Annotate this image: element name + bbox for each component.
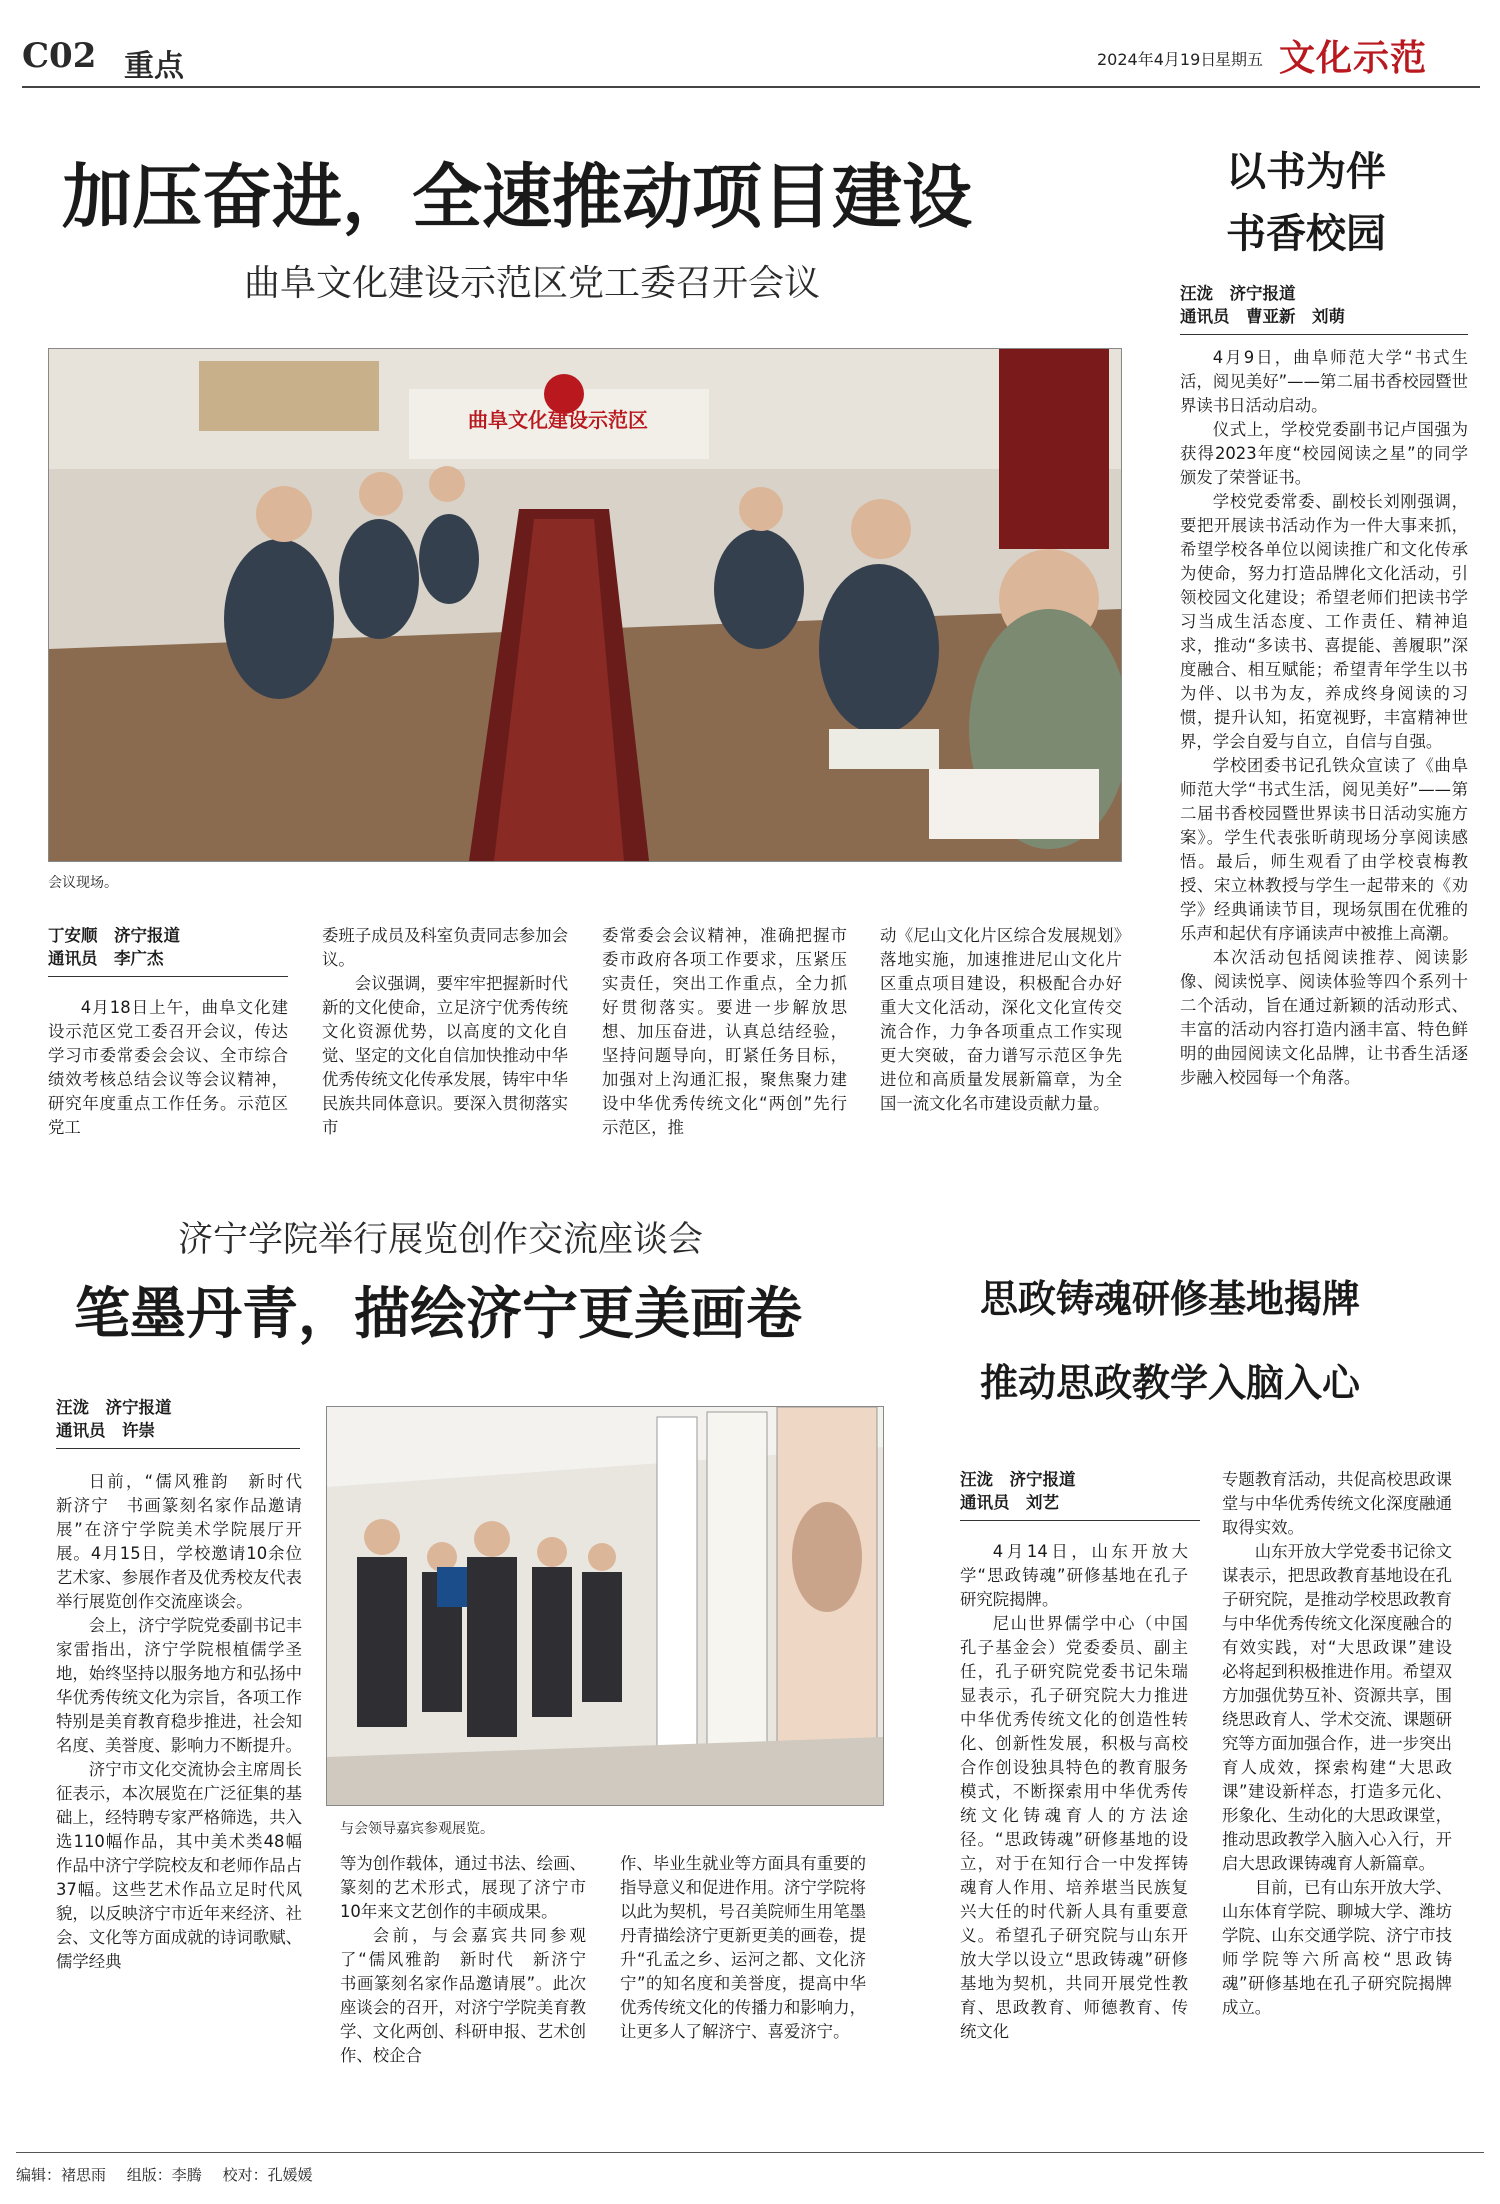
- article3-column-2: [340, 1852, 603, 2068]
- article4-correspondent: 通讯员 刘艺: [960, 1493, 1059, 1512]
- meeting-photo-sign-text: 曲阜文化建设示范区: [468, 408, 648, 432]
- article3-photo-caption: 与会领导嘉宾参观展览。: [340, 1821, 494, 1837]
- article3-column-3: [620, 1852, 866, 2044]
- footer-editor: 编辑：褚思雨: [16, 2166, 107, 2184]
- article1-correspondent: 通讯员 李广杰: [48, 949, 164, 968]
- article4-col2-para: 目前，已有山东开放大学、山东体育学院、聊城大学、潍坊学院、山东交通学院、济宁市技师学院等六所高校“思政铸魂”研修基地在孔子研究院揭牌成立。: [1222, 1878, 1452, 2017]
- exhibition-photo-image: [327, 1407, 883, 1805]
- article3-correspondent: 通讯员 许崇: [56, 1421, 155, 1440]
- article1-column-3: [602, 924, 847, 1140]
- page-code: C02: [22, 36, 97, 76]
- article4-col1-para: 4月14日，山东开放大学“思政铸魂”研修基地在孔子研究院揭牌。: [960, 1542, 1188, 1609]
- article4-byline: [960, 1468, 1200, 1529]
- footer-layout: 组版：李腾: [126, 2166, 202, 2184]
- article2-paragraph: 4月9日，曲阜师范大学“书式生活，阅见美好”——第二届书香校园暨世界读书日活动启动。: [1180, 348, 1468, 415]
- header-rule: [22, 86, 1480, 88]
- article3-byline: [56, 1396, 300, 1457]
- article2-body: [1180, 346, 1468, 1090]
- article4-title-line1: 思政铸魂研修基地揭牌: [980, 1276, 1361, 1321]
- article1-title: 加压奋进，全速推动项目建设: [62, 155, 972, 238]
- article2-title-line2: 书香校园: [1226, 210, 1386, 257]
- article3-col1-para: 济宁市文化交流协会主席周长征表示，本次展览在广泛征集的基础上，经特聘专家严格筛选，共入选110幅作品，其中美术类48幅作品中济宁学院校友和老师作品占37幅。这些艺术作品立足时代风貌，以反映济宁市近年来经济、社会、文化等方面成就的诗词歌赋、儒学经典: [56, 1760, 302, 1971]
- page-header: [0, 0, 1500, 90]
- exhibition-photo: [326, 1406, 884, 1806]
- article3-col1-para: 日前，“儒风雅韵 新时代 新济宁 书画篆刻名家作品邀请展”在济宁学院美术学院展厅开展。4月15日，学校邀请10余位艺术家、参展作者及优秀校友代表举行展览创作交流座谈会。: [56, 1472, 319, 1611]
- masthead-logo: 文化示范: [1279, 38, 1428, 79]
- article1-subtitle: 曲阜文化建设示范区党工委召开会议: [244, 263, 821, 304]
- footer-proof: 校对：孔媛媛: [222, 2166, 313, 2184]
- article1-col1-para: 4月18日上午，曲阜文化建设示范区党工委召开会议，传达学习市委常委会会议、全市综合绩效考核总结会议等会议精神，研究年度重点工作任务。示范区党工: [48, 998, 288, 1137]
- article4-col2-para: 山东开放大学党委书记徐文谋表示，把思政教育基地设在孔子研究院，是推动学校思政教育与中华优秀传统文化深度融合的有效实践，对“大思政课”建设必将起到积极推进作用。希望双方加强优势互补、资源共享，围绕思政育人、学术交流、课题研究等方面加强合作，进一步突出育人成效，探索构建“大思政课”建设新样态，打造多元化、形象化、生动化的大思政课堂，推动思政教学入脑入心入行，开启大思政课铸魂育人新篇章。: [1222, 1542, 1452, 1873]
- footer-rule: [16, 2152, 1484, 2153]
- article1-byline: [48, 924, 288, 985]
- article2-reporter: 汪泷 济宁报道: [1180, 284, 1296, 303]
- article3-col2-para: 等为创作载体，通过书法、绘画、篆刻的艺术形式，展现了济宁市10年来文艺创作的丰硕成果。: [340, 1854, 586, 1921]
- article4-col2-para: 专题教育活动，共促高校思政课堂与中华优秀传统文化深度融通取得实效。: [1222, 1470, 1452, 1537]
- article3-reporter: 汪泷 济宁报道: [56, 1398, 172, 1417]
- article3-column-1: [56, 1470, 319, 1974]
- article2-correspondent: 通讯员 曹亚新 刘萌: [1180, 307, 1345, 326]
- article3-col2-para: 会前，与会嘉宾共同参观了“儒风雅韵 新时代 新济宁 书画篆刻名家作品邀请展”。此次座谈会的召开，对济宁学院美育教学、文化两创、科研申报、艺术创作、校企合: [340, 1926, 603, 2065]
- article1-column-4: [880, 924, 1122, 1116]
- article2-paragraph: 学校团委书记孔铁众宣读了《曲阜师范大学“书式生活，阅见美好”——第二届书香校园暨世界读书日活动实施方案》。学生代表张昕萌现场分享阅读感悟。最后，师生观看了由学校袁梅教授、宋立林教授与学生一起带来的《劝学》经典诵读节目，现场氛围在优雅的乐声和起伏有序诵读声中被推上高潮。: [1180, 756, 1468, 943]
- article1-col2-para: 会议强调，要牢牢把握新时代新的文化使命，立足济宁优秀传统文化资源优势，以高度的文化自觉、坚定的文化自信加快推动中华优秀传统文化传承发展，铸牢中华民族共同体意识。要深入贯彻落实市: [322, 974, 568, 1137]
- article3-title: 笔墨丹青，描绘济宁更美画卷: [74, 1281, 802, 1347]
- issue-weekday: 星期五: [1215, 50, 1264, 69]
- article2-title-line1: 以书为伴: [1226, 148, 1386, 195]
- article3-col3-para: 作、毕业生就业等方面具有重要的指导意义和促进作用。济宁学院将以此为契机，号召美院师生用笔墨丹青描绘济宁更新更美的画卷，提升“孔孟之乡、运河之都、文化济宁”的知名度和美誉度，提高中华优秀传统文化的传播力和影响力，让更多人了解济宁、喜爱济宁。: [620, 1854, 866, 2041]
- article1-col3-para: 委常委会会议精神，准确把握市委市政府各项工作要求，压紧压实责任，突出工作重点，全力抓好贯彻落实。要进一步解放思想、加压奋进，认真总结经验，坚持问题导向，盯紧任务目标，加强对上沟通汇报，聚焦聚力建设中华优秀传统文化“两创”先行示范区，推: [602, 926, 847, 1137]
- article4-title-line2: 推动思政教学入脑入心: [980, 1360, 1361, 1405]
- article2-paragraph: 仪式上，学校党委副书记卢国强为获得2023年度“校园阅读之星”的同学颁发了荣誉证书。: [1180, 420, 1468, 487]
- article3-kicker: 济宁学院举行展览创作交流座谈会: [178, 1220, 704, 1260]
- article2-paragraph: 本次活动包括阅读推荐、阅读影像、阅读悦享、阅读体验等四个系列十二个活动，旨在通过新颖的活动形式、丰富的活动内容打造内涵丰富、特色鲜明的曲园阅读文化品牌，让书香生活逐步融入校园每一个角落。: [1180, 948, 1468, 1087]
- article2-paragraph: 学校党委常委、副校长刘刚强调，要把开展读书活动作为一件大事来抓，希望学校各单位以阅读推广和文化传承为使命，努力打造品牌化文化活动，引领校园文化建设；希望老师们把读书学习当成生活态度、工作责任、精神追求，推动“多读书、喜提能、善履职”深度融合、相互赋能；希望青年学生以书为伴、以书为友，养成终身阅读的习惯，提升认知，拓宽视野，丰富精神世界，学会自爱与自立，自信与自强。: [1180, 492, 1468, 751]
- issue-date: 2024年4月19日: [1097, 50, 1217, 69]
- article4-column-2: [1222, 1468, 1452, 2020]
- article1-col2-para: 委班子成员及科室负责同志参加会议。: [322, 926, 568, 969]
- article1-column-2: [322, 924, 568, 1140]
- article4-reporter: 汪泷 济宁报道: [960, 1470, 1076, 1489]
- article1-col4-para: 动《尼山文化片区综合发展规划》落地实施，加速推进尼山文化片区重点项目建设，积极配合办好重大文化活动，深化文化宣传交流合作，力争各项重点工作实现更大突破，奋力谱写示范区争先进位和高质量发展新篇章，为全国一流文化名市建设贡献力量。: [880, 926, 1122, 1113]
- article1-reporter: 丁安顺 济宁报道: [48, 926, 180, 945]
- article3-col1-para: 会上，济宁学院党委副书记丰家雷指出，济宁学院根植儒学圣地，始终坚持以服务地方和弘扬中华优秀传统文化为宗旨，各项工作特别是美育教育稳步推进，社会知名度、美誉度、影响力不断提升。: [56, 1616, 302, 1755]
- article1-photo-caption: 会议现场。: [48, 875, 118, 891]
- article1-column-1: [48, 996, 288, 1140]
- section-name: 重点: [124, 49, 184, 84]
- page-footer: [16, 2164, 313, 2185]
- article4-column-1: [960, 1540, 1188, 2044]
- article4-col1-para: 尼山世界儒学中心（中国孔子基金会）党委委员、副主任，孔子研究院党委书记朱瑞显表示，孔子研究院大力推进中华优秀传统文化的创造性转化、创新性发展，积极与高校合作创设独具特色的教育服务模式，不断探索用中华优秀传统文化铸魂育人的方法途径。“思政铸魂”研修基地的设立，对于在知行合一中发挥铸魂育人作用、培养堪当民族复兴大任的时代新人具有重要意义。希望孔子研究院与山东开放大学以设立“思政铸魂”研修基地为契机，共同开展党性教育、思政教育、师德教育、传统文化: [960, 1614, 1188, 2041]
- article2-byline: [1180, 282, 1468, 343]
